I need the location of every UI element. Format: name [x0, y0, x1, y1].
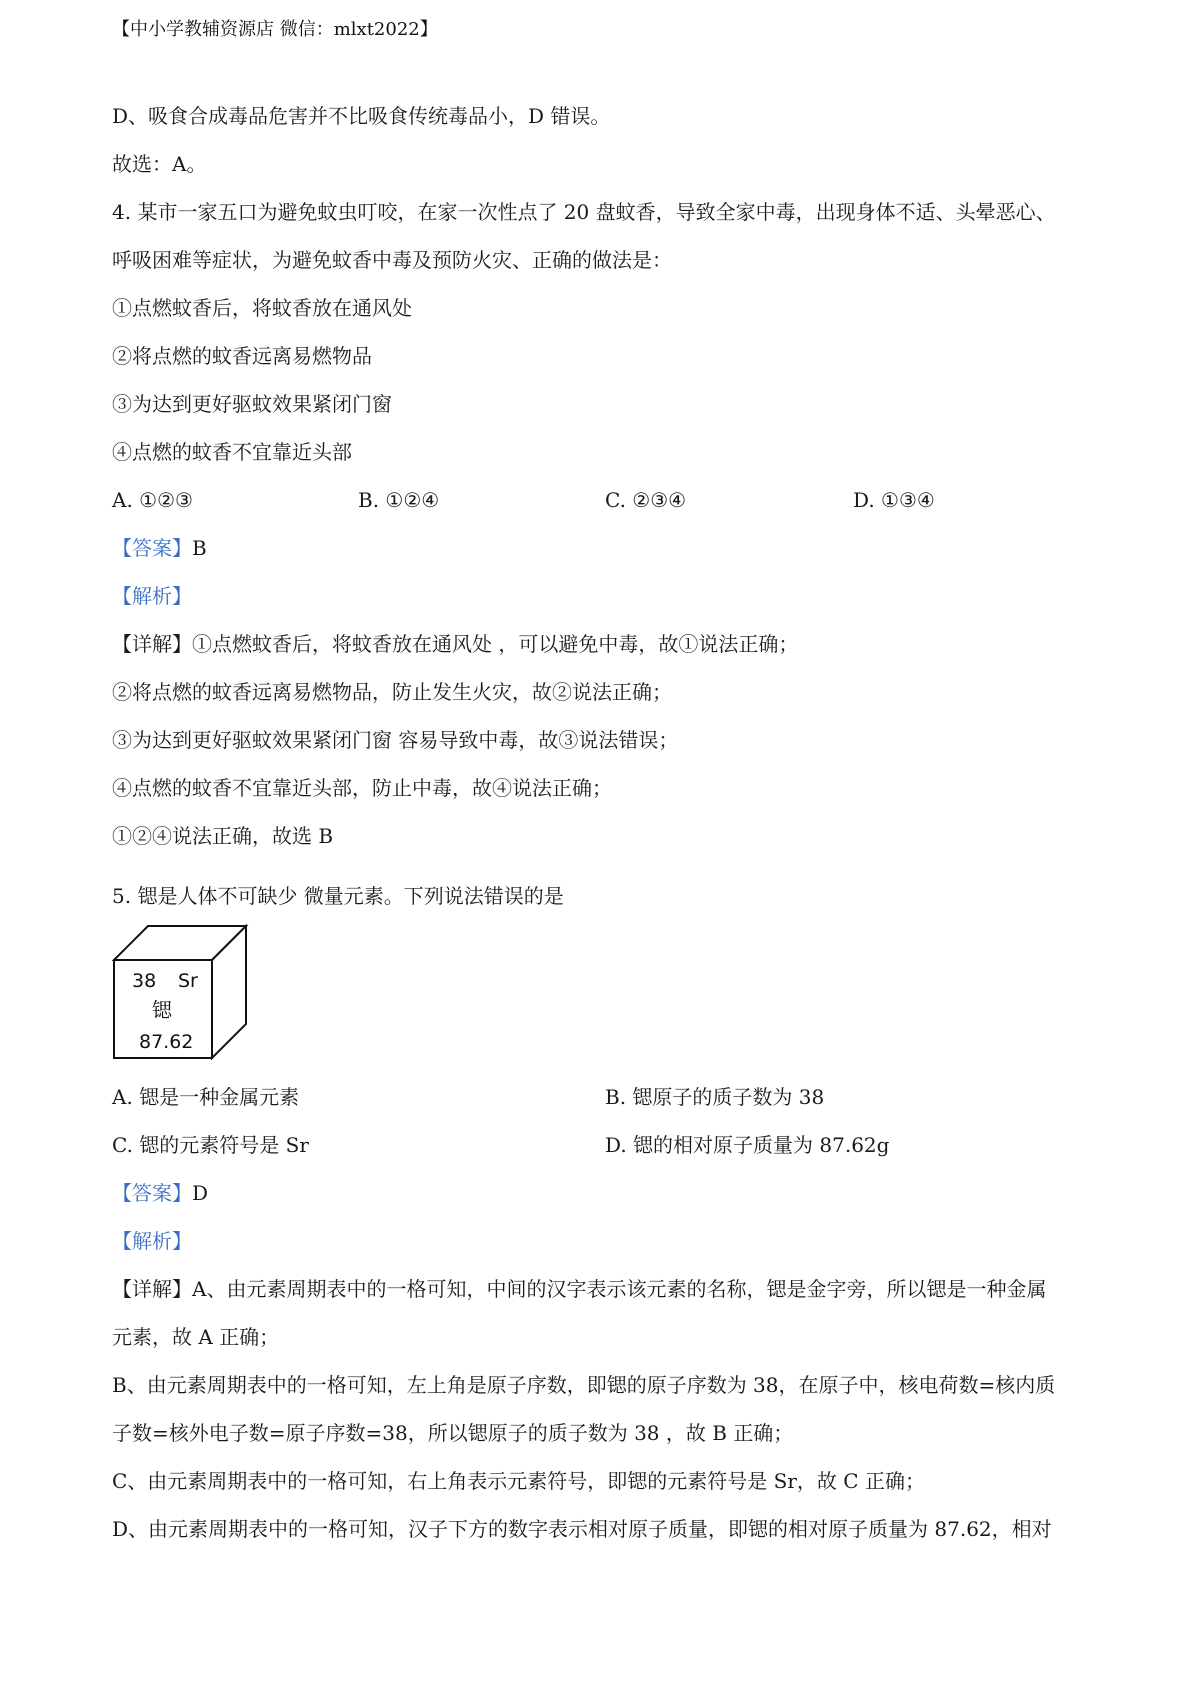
q4-detail-line-4: ④点燃的蚊香不宜靠近头部，防止中毒，故④说法正确； — [112, 776, 612, 800]
q4-answer-value: B — [192, 536, 207, 560]
q5-option-b: B. 锶原子的质子数为 38 — [605, 1085, 825, 1109]
q5-detail-line-4: 子数=核外电子数=原子序数=38，所以锶原子的质子数为 38 ，故 B 正确； — [112, 1421, 794, 1445]
q4-detail-text-1: ①点燃蚊香后，将蚊香放在通风处 ，可以避免中毒，故①说法正确； — [192, 632, 799, 656]
q4-statement-1: ①点燃蚊香后，将蚊香放在通风处 — [112, 296, 412, 320]
element-name: 锶 — [152, 998, 172, 1022]
q4-stem-line-1: 4. 某市一家五口为避免蚊虫叮咬，在家一次性点了 20 盘蚊香，导致全家中毒，出现身体不适、头晕恶心、 — [112, 200, 1056, 224]
q5-detail-line-3: B、由元素周期表中的一格可知，左上角是原子序数，即锶的原子序数为 38，在原子中，核电荷数=核内质 — [112, 1373, 1056, 1397]
q5-option-d: D. 锶的相对原子质量为 87.62g — [605, 1133, 890, 1157]
q3-choice: 故选：A。 — [112, 152, 207, 176]
q5-detail-line-1 — [112, 1275, 1046, 1303]
atomic-mass: 87.62 — [139, 1031, 194, 1053]
q4-stem-line-2: 呼吸困难等症状，为避免蚊香中毒及预防火灾、正确的做法是： — [112, 248, 672, 272]
q3-option-d-explanation: D、吸食合成毒品危害并不比吸食传统毒品小，D 错误。 — [112, 104, 611, 128]
q4-detail-line-5: ①②④说法正确，故选 B — [112, 824, 334, 848]
q5-option-a: A. 锶是一种金属元素 — [112, 1085, 300, 1109]
q4-detail-line-3: ③为达到更好驱蚊效果紧闭门窗 容易导致中毒，故③说法错误； — [112, 728, 679, 752]
element-symbol: Sr — [178, 970, 198, 992]
atomic-number: 38 — [132, 970, 157, 992]
q5-answer-value: D — [192, 1181, 209, 1205]
watermark-header: 【中小学教辅资源店 微信：mlxt2022】 — [112, 19, 438, 40]
q4-option-a: A. ①②③ — [112, 488, 193, 512]
q4-detail-line-1 — [112, 630, 798, 658]
q4-answer — [112, 534, 207, 562]
q4-detail-label: 【详解】 — [112, 632, 192, 656]
q4-option-c: C. ②③④ — [605, 488, 687, 512]
q4-statement-2: ②将点燃的蚊香远离易燃物品 — [112, 344, 372, 368]
q5-answer — [112, 1179, 208, 1207]
q5-analysis-label: 【解析】 — [112, 1229, 192, 1253]
q5-detail-line-6: D、由元素周期表中的一格可知，汉子下方的数字表示相对原子质量，即锶的相对原子质量为 87.62，相对 — [112, 1517, 1052, 1541]
q5-detail-text-1: A、由元素周期表中的一格可知，中间的汉字表示该元素的名称，锶是金字旁，所以锶是一种金属 — [192, 1277, 1047, 1301]
q4-statement-4: ④点燃的蚊香不宜靠近头部 — [112, 440, 352, 464]
q4-option-d: D. ①③④ — [853, 488, 935, 512]
q5-detail-label: 【详解】 — [112, 1277, 192, 1301]
q5-detail-line-5: C、由元素周期表中的一格可知，右上角表示元素符号，即锶的元素符号是 Sr，故 C 正确； — [112, 1469, 925, 1493]
q4-statement-3: ③为达到更好驱蚊效果紧闭门窗 — [112, 392, 392, 416]
q4-detail-line-2: ②将点燃的蚊香远离易燃物品，防止发生火灾，故②说法正确； — [112, 680, 672, 704]
element-cube-svg — [112, 922, 252, 1062]
q5-stem: 5. 锶是人体不可缺少 微量元素。下列说法错误的是 — [112, 884, 564, 908]
periodic-table-cell-figure — [112, 922, 252, 1066]
q5-option-c: C. 锶的元素符号是 Sr — [112, 1133, 309, 1157]
q4-answer-label: 【答案】 — [112, 536, 192, 560]
q4-option-b: B. ①②④ — [358, 488, 440, 512]
q5-detail-line-2: 元素，故 A 正确； — [112, 1325, 280, 1349]
q4-analysis-label: 【解析】 — [112, 584, 192, 608]
q5-answer-label: 【答案】 — [112, 1181, 192, 1205]
